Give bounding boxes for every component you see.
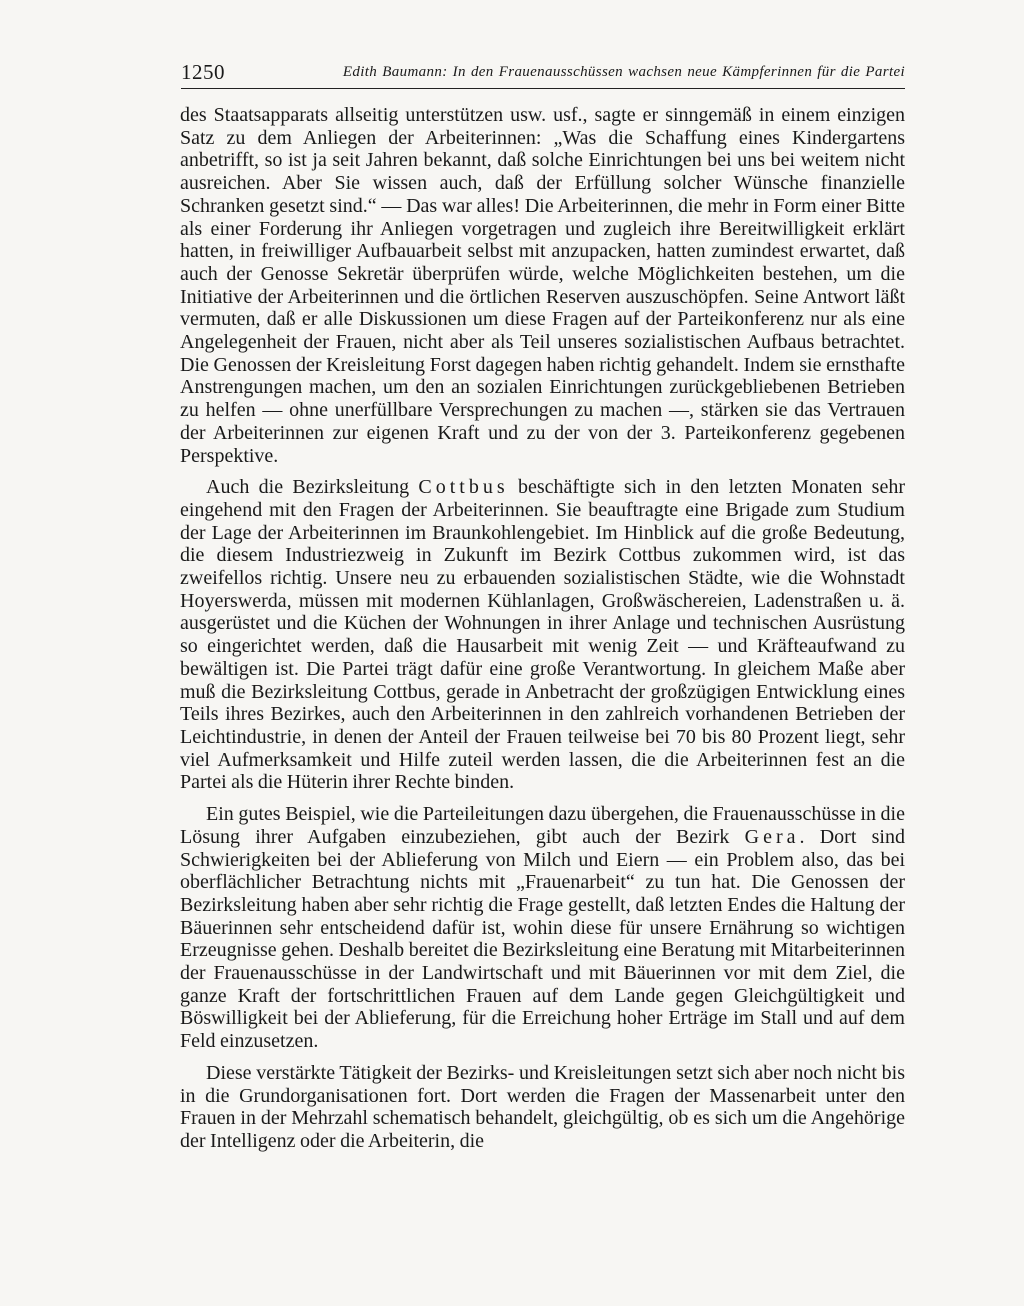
paragraph-cottbus-lead: Auch die Bezirksleitung — [206, 476, 419, 499]
body-text — [180, 104, 905, 1153]
paragraph-gera-rest: . Dort sind Schwierigkeiten bei der Ablieferung von Milch und Eiern — ein Problem also, das bei oberflächlicher Betrachtung nichts mit „Frauenarbeit“ zu tun hat. Die Genossen der Bezirksleitung haben aber sehr richtig die Frage gestellt, daß letzten Endes die Haltung der Bäuerinnen sehr entscheidend dafür ist, wohin diese für unsere Ernährung so wichtigen Erzeugnisse gehen. Deshalb bereitet die Bezirksleitung eine Beratung mit Mitarbeiterinnen der Frauenausschüsse in der Landwirtschaft und mit Bäuerinnen vor mit dem Ziel, die ganze Kraft der fortschrittlichen Frauen auf dem Lande gegen Gleichgültigkeit und Böswilligkeit bei der Ablieferung, für die Erreichung hoher Erträge im Stall und auf dem Feld einzusetzen. — [180, 825, 905, 1053]
running-title: Edith Baumann: In den Frauenausschüssen wachsen neue Kämpferinnen für die Partei — [342, 64, 905, 80]
page-number: 1250 — [181, 60, 225, 84]
paragraph-grundorganisationen: Diese verstärkte Tätigkeit der Bezirks- und Kreisleitungen setzt sich aber noch nicht bis in die Grundorganisationen fort. Dort werden die Fragen der Massenarbeit unter den Frauen in der Mehrzahl schematisch behandelt, gleichgültig, ob es sich um die Angehörige der Intelligenz oder die Arbeiterin, die — [180, 1061, 905, 1152]
paragraph-gera-lead: Ein gutes Beispiel, wie die Parteileitungen dazu übergehen, die Frauenausschüsse in die Lösung ihrer Aufgaben einzubeziehen, gibt auch der Bezirk — [180, 803, 905, 848]
emphasis-gera: Gera — [744, 825, 800, 848]
paragraph-cottbus — [180, 476, 905, 794]
emphasis-cottbus: Cottbus — [418, 476, 509, 499]
paragraph-cottbus-rest: beschäftigte sich in den letzten Monaten sehr eingehend mit den Fragen der Arbeiterinnen. Sie beauftragte eine Brigade zum Studium der Lage der Arbeiterinnen im Braunkohlengebiet. Im Hinblick auf die große Bedeutung, die diesem Industriezweig in Zukunft im Bezirk Cottbus zukommen wird, ist das zweifellos richtig. Unsere neu zu erbauenden sozialistischen Städte, wie die Wohnstadt Hoyerswerda, müssen mit modernen Kühlanlagen, Großwäschereien, Ladenstraßen u. ä. ausgerüstet und die Küchen der Wohnungen in ihrer Anlage und technischen Ausrüstung so eingerichtet werden, daß die Hausarbeit mit wenig Zeit — und Kräfteaufwand zu bewältigen ist. Die Partei trägt dafür eine große Verantwortung. In gleichem Maße aber muß die Bezirksleitung Cottbus, gerade in Anbetracht der großzügigen Entwicklung eines Teils ihres Bezirkes, auch den Arbeiterinnen in den zahlreich vorhandenen Betrieben der Leichtindustrie, in denen der Anteil der Frauen teilweise bei 70 bis 80 Prozent liegt, sehr viel Aufmerksamkeit und Hilfe zuteil werden lassen, die die Arbeiterinnen fest an die Partei als die Hüterin ihrer Rechte binden. — [180, 476, 905, 794]
header-rule — [181, 88, 905, 89]
page-header — [181, 60, 905, 88]
paragraph-gera — [180, 803, 905, 1053]
paragraph-continuation: des Staatsapparats allseitig unterstützen usw. usf., sagte er sinngemäß in einem einzigen Satz zu dem Anliegen der Arbeiterinnen: „Was die Schaffung eines Kindergartens anbetrifft, so ist ja seit Jahren bekannt, daß solche Einrichtungen bei uns bei weitem nicht ausreichen. Aber Sie wissen auch, daß der Erfüllung solcher Wünsche finanzielle Schranken gesetzt sind.“ — Das war alles! Die Arbeiterinnen, die mehr in Form einer Bitte als einer Forderung ihr Anliegen vorgetragen und zugleich ihre Bereitwilligkeit erklärt hatten, in freiwilliger Aufbauarbeit selbst mit anzupacken, hatten zumindest erwartet, daß auch der Genosse Sekretär überprüfen würde, welche Möglichkeiten bestehen, um die Initiative der Arbeiterinnen und die örtlichen Reserven auszuschöpfen. Seine Antwort läßt vermuten, daß er alle Diskussionen um diese Fragen auf der Parteikonferenz nur als eine Angelegenheit der Frauen, nicht aber als Teil unseres sozialistischen Aufbaus betrachtet. Die Genossen der Kreisleitung Forst dagegen haben richtig gehandelt. Indem sie ernsthafte Anstrengungen machen, um den an sozialen Einrichtungen zurückgebliebenen Betrieben zu helfen — ohne unerfüllbare Versprechungen zu machen —, stärken sie das Vertrauen der Arbeiterinnen zur eigenen Kraft und zu der von der 3. Parteikonferenz gegebenen Perspektive. — [180, 104, 905, 467]
